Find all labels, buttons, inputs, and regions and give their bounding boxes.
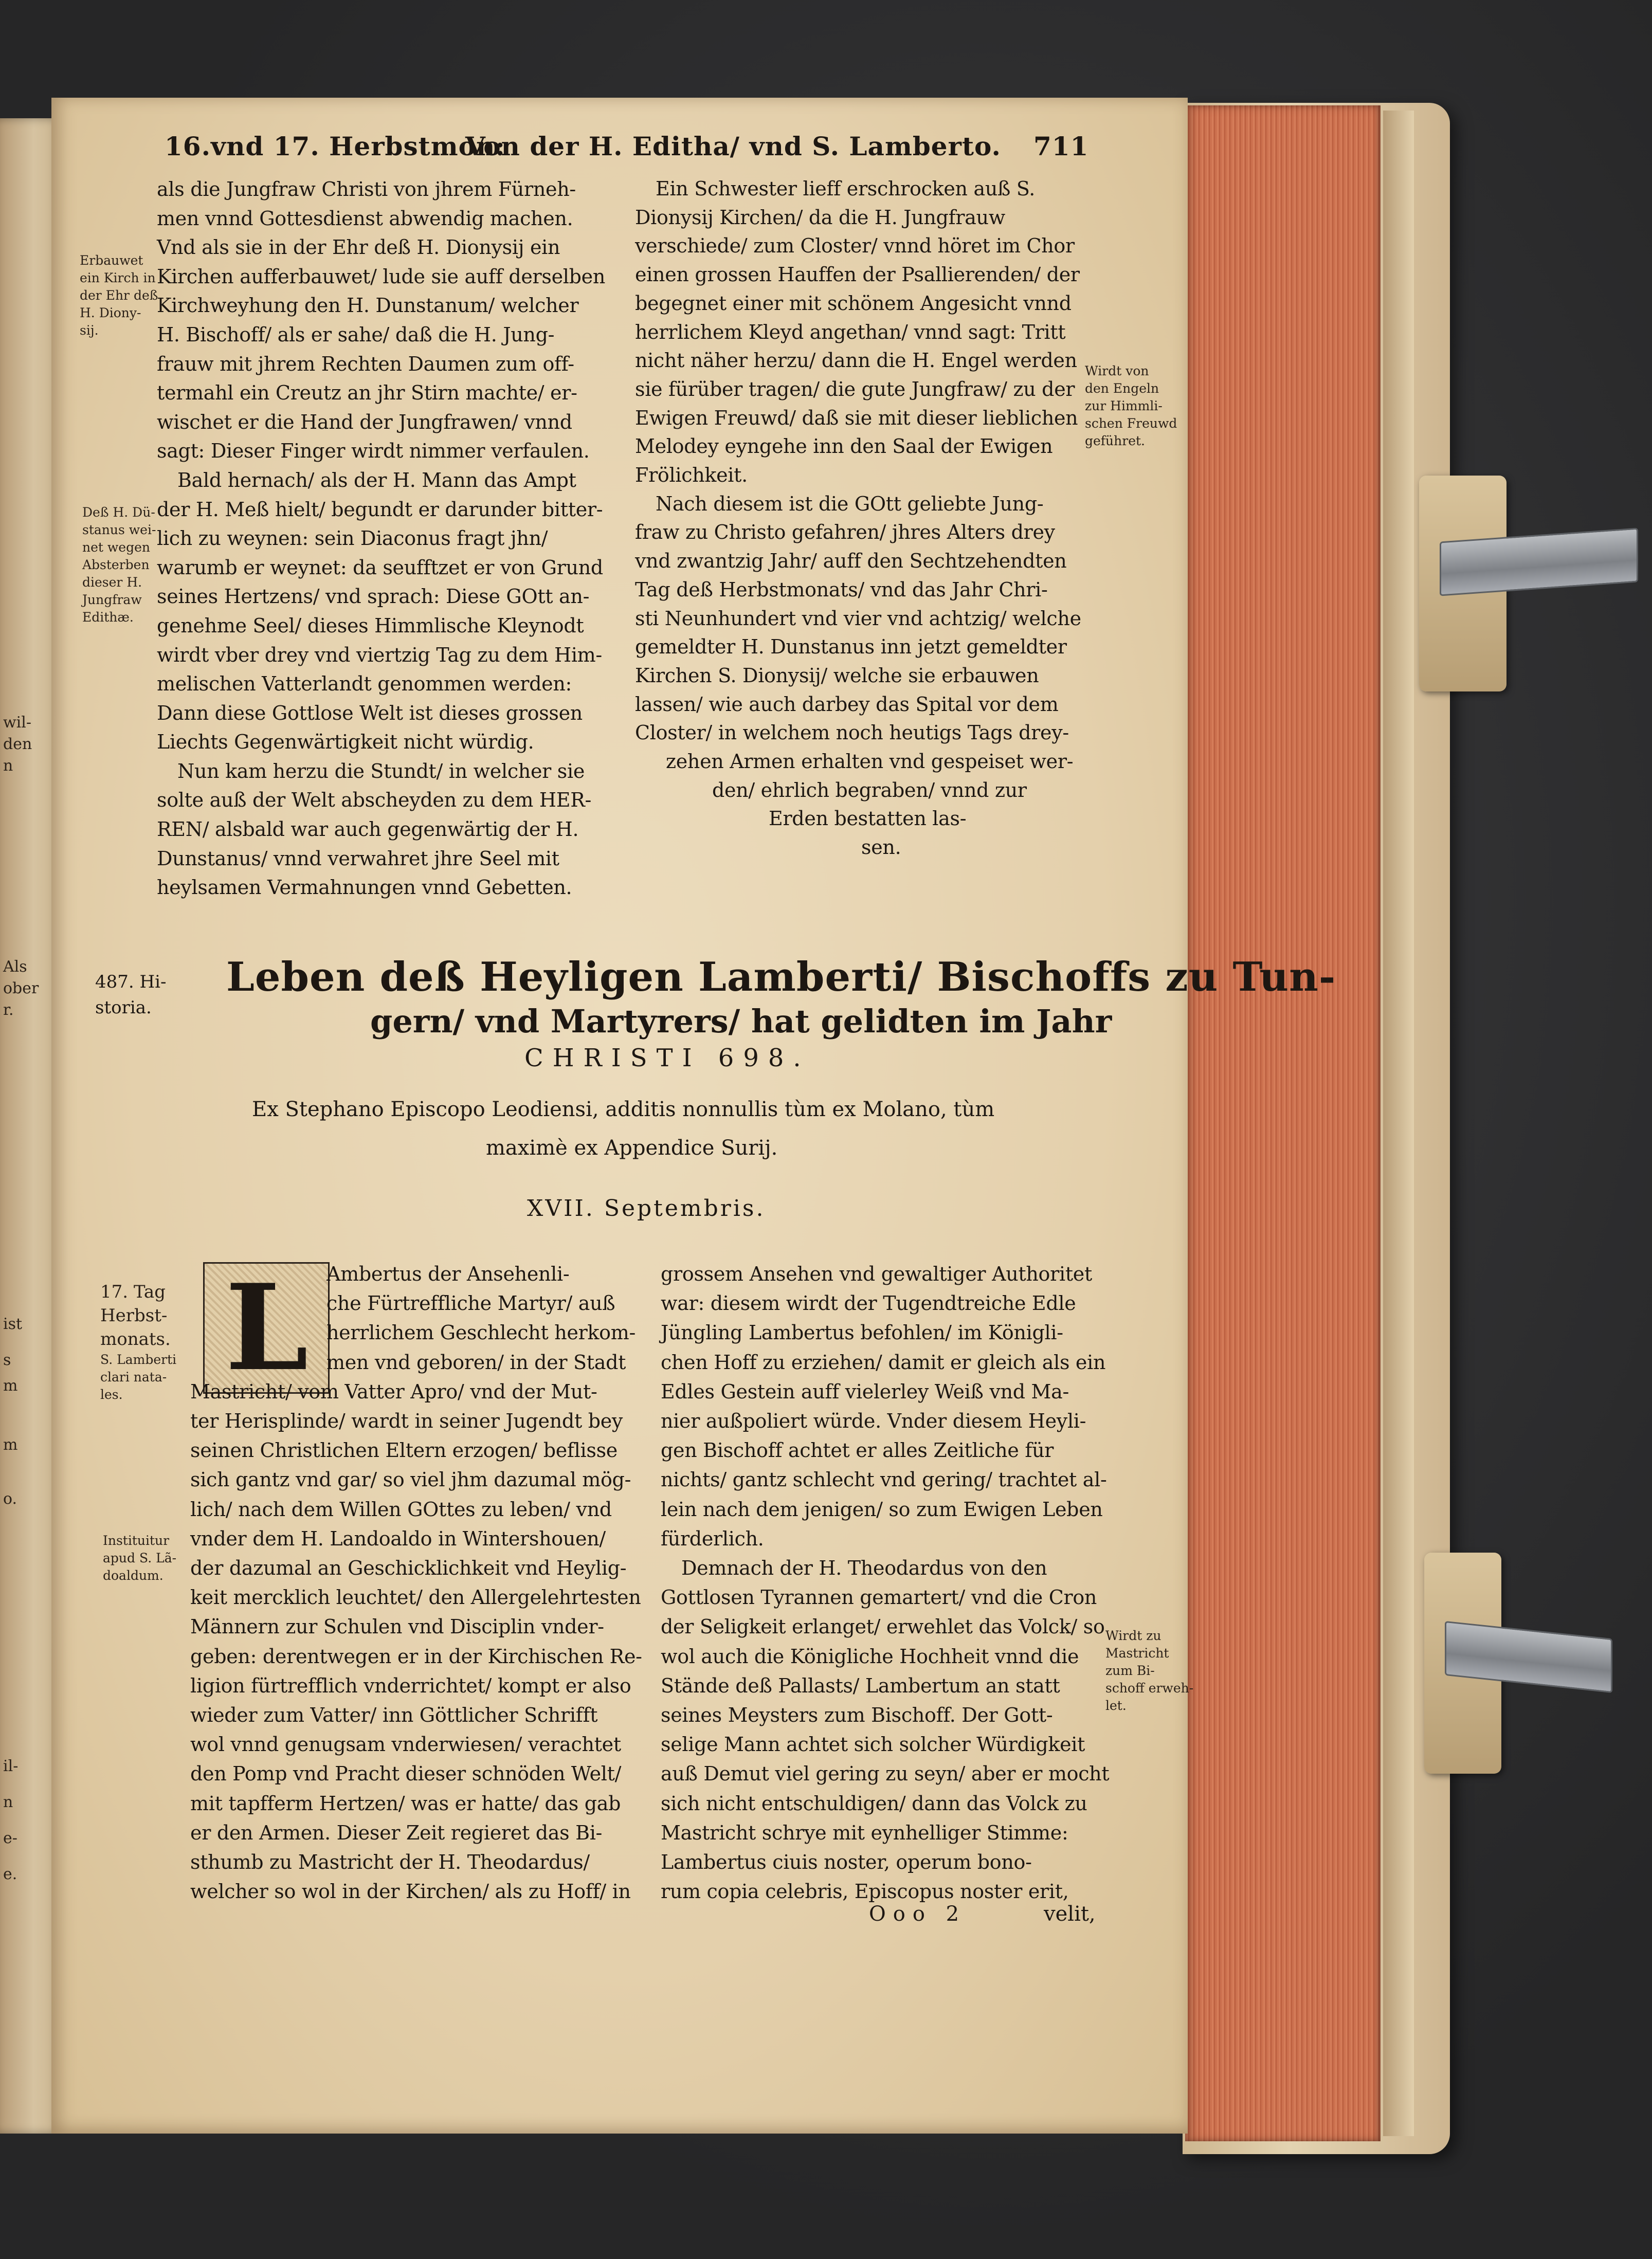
signature-mark: Ooo 2 [869,1902,967,1926]
text-line: als die Jungfraw Christi von jhrem Fürneh- [157,178,576,201]
text-line: auß Demut viel gering zu seyn/ aber er mocht [661,1762,1110,1786]
text-line: men vnnd Gottesdienst abwendig machen. [157,207,573,230]
text-line: fürderlich. [661,1527,764,1550]
text-line: mit tapfferm Hertzen/ was er hatte/ das gab [190,1792,621,1815]
text-line: Kirchen aufferbauwet/ lude sie auff derselben [157,265,606,288]
fragment: e- [3,1829,17,1847]
cover-edge [1383,111,1414,2136]
text-line: Ambertus der Ansehenli- [326,1263,570,1285]
fragment: n [3,757,13,775]
fragment: n [3,1793,13,1811]
running-header-title: Von der H. Editha/ vnd S. Lamberto. [465,131,1001,161]
text-line: Nach diesem ist die GOtt geliebte Jung- [656,492,1044,515]
fragment: ober [3,979,39,997]
text-line: selige Mann achtet sich solcher Würdigkeit [661,1733,1085,1756]
text-line: lassen/ wie auch darbey das Spital vor dem [635,693,1059,716]
text-line: war: diesem wirdt der Tugendtreiche Edle [661,1292,1076,1315]
text-line: Kirchweyhung den H. Dunstanum/ welcher [157,294,579,317]
bottom-right-column [661,1260,1109,1906]
text-line: warumb er weynet: da seufftzet er von Grund [157,556,603,579]
text-line: Dann diese Gottlose Welt ist dieses grossen [157,701,583,724]
text-line: genehme Seel/ dieses Himmlische Kleynodt [157,614,584,637]
text-line: wirdt vber drey vnd viertzig Tag zu dem Him- [157,643,602,666]
text-line: vnder dem H. Landoaldo in Wintershouen/ [190,1527,606,1550]
text-line: che Fürtreffliche Martyr/ auß [326,1292,615,1315]
text-line: Melodey eyngehe inn den Saal der Ewigen [635,435,1053,458]
text-line: den/ ehrlich begraben/ vnnd zur [712,778,1027,801]
text-line: lich/ nach dem Willen GOttes zu leben/ vnd [190,1498,612,1521]
text-line: fraw zu Christo gefahren/ jhres Alters drey [635,521,1055,544]
text-line: Dunstanus/ vnnd verwahret jhre Seel mit [157,847,559,870]
fragment: o. [3,1490,17,1508]
chapter-title-line-1: Leben deß Heyligen Lamberti/ Bischoffs zu Tun- [226,954,1336,1000]
text-line: Closter/ in welchem noch heutigs Tags drey- [635,721,1069,744]
fragment: m [3,1377,18,1395]
chapter-title-line-3: CHRISTI 698. [524,1044,810,1072]
text-line: den Pomp vnd Pracht dieser schnöden Welt/ [190,1762,622,1786]
text-line: gemeldter H. Dunstanus inn jetzt gemeldter [635,635,1067,659]
text-line: er den Armen. Dieser Zeit regieret das Bi- [190,1821,603,1844]
text-line: sie fürüber tragen/ die gute Jungfraw/ zu der [635,377,1075,400]
text-line: lein nach dem jenigen/ so zum Ewigen Leben [661,1498,1103,1521]
text-line: Mastricht schrye mit eynhelliger Stimme: [661,1821,1068,1844]
fragment: m [3,1436,18,1454]
text-line: zehen Armen erhalten vnd gespeiset wer- [666,750,1074,773]
text-line: sti Neunhundert vnd vier vnd achtzig/ welche [635,607,1081,630]
text-line: nichts/ gantz schlecht vnd gering/ trachtet al- [661,1468,1107,1491]
text-line: Mastricht/ vom Vatter Apro/ vnd der Mut- [190,1380,597,1403]
margin-note-instituitur: Instituitur apud S. Lã- doaldum. [103,1533,177,1583]
text-line: sich nicht entschuldigen/ dann das Volck zu [661,1792,1087,1815]
text-line: Demnach der H. Theodardus von den [681,1557,1047,1580]
text-line: REN/ alsbald war auch gegenwärtig der H. [157,818,579,841]
text-line: Stände deß Pallasts/ Lambertum an statt [661,1674,1060,1697]
text-line: melischen Vatterlandt genommen werden: [157,672,572,696]
text-line: ligion fürtrefflich vnderrichtet/ kompt er also [190,1674,631,1697]
text-line: ter Herisplinde/ wardt in seiner Jugendt bey [190,1410,623,1433]
text-line: Bald hernach/ als der H. Mann das Ampt [177,468,576,491]
text-line: sich gantz vnd gar/ so viel jhm dazumal mög- [190,1468,631,1491]
fragment: il- [3,1757,19,1775]
margin-note-angels: Wirdt von den Engeln zur Himmli- schen Freuwd geführet. [1085,363,1177,448]
source-note-line-1: Ex Stephano Episcopo Leodiensi, additis nonnullis tùm ex Molano, tùm [252,1098,995,1121]
historia-number: 487. Hi- [95,972,167,992]
historia-label: storia. [95,997,152,1018]
fragment: ist [3,1315,23,1333]
text-line: rum copia celebris, Episcopus noster erit, [661,1880,1069,1903]
top-left-column [157,175,605,902]
chapter-title-line-2: gern/ vnd Martyrers/ hat gelidten im Jahr [370,1003,1112,1040]
catchword: velit, [1044,1902,1096,1926]
text-line: Kirchen S. Dionysij/ welche sie erbauwen [635,664,1039,687]
text-line: seines Meysters zum Bischoff. Der Gott- [661,1704,1053,1727]
text-line: welcher so wol in der Kirchen/ als zu Hoff/ in [190,1880,631,1903]
text-line: der Seligkeit erlanget/ erwehlet das Volck/ so [661,1615,1105,1638]
text-line: grossem Ansehen vnd gewaltiger Authoritet [661,1263,1092,1285]
margin-note-dunstan: Deß H. Dü- stanus wei- net wegen Absterben dieser H. Jungfraw Edithæ. [82,505,156,625]
text-line: lich zu weynen: sein Diaconus fragt jhn/ [157,527,548,550]
text-line: wischet er die Hand der Jungfrawen/ vnnd [157,410,572,433]
text-line: wol auch die Königliche Hochheit vnnd die [661,1645,1079,1668]
text-line: Männern zur Schulen vnd Disciplin vnder- [190,1615,604,1638]
text-line: nicht näher herzu/ dann die H. Engel werden [635,349,1077,372]
text-line: Ein Schwester lieff erschrocken auß S. [656,177,1036,200]
margin-note-elected: Wirdt zu Mastricht zum Bi- schoff erweh- let. [1105,1628,1194,1713]
text-line: geben: derentwegen er in der Kirchischen Re- [190,1645,642,1668]
text-line: Gottlosen Tyrannen gemartert/ vnd die Cron [661,1586,1097,1609]
margin-note-church: Erbauwet ein Kirch in der Ehr deß H. Diony- sij. [80,253,158,338]
text-line: keit mercklich leuchtet/ den Allergelehrtesten [190,1586,641,1609]
text-line: der H. Meß hielt/ begundt er darunder bitter- [157,498,603,521]
fragment: s [3,1351,11,1369]
fragment: wil- [3,714,32,732]
text-line: seinen Christlichen Eltern erzogen/ beflisse [190,1439,618,1462]
running-header-left: 16.vnd 17. Herbstmon: [165,131,505,161]
text-line: gen Bischoff achtet er alles Zeitliche für [661,1439,1054,1462]
text-line: sthumb zu Mastricht der H. Theodardus/ [190,1851,590,1874]
text-line: Vnd als sie in der Ehr deß H. Dionysij ein [157,236,560,259]
feast-date: XVII. Septembris. [527,1195,766,1222]
text-line: termahl ein Creutz an jhr Stirn machte/ er- [157,381,577,405]
text-line: seines Hertzens/ vnd sprach: Diese GOtt an- [157,585,590,608]
text-line: einen grossen Hauffen der Psallierenden/ der [635,263,1080,286]
text-line: sen. [861,836,901,859]
text-line: Lambertus ciuis noster, operum bono- [661,1851,1032,1874]
text-line: herrlichem Geschlecht herkom- [326,1321,636,1344]
text-line: men vnd geboren/ in der Stadt [326,1351,626,1374]
text-line: begegnet einer mit schönem Angesicht vnnd [635,292,1072,315]
top-right-column [635,175,1081,862]
folio-number: 711 [1033,131,1089,161]
text-line: nier außpoliert würde. Vnder diesem Heyli- [661,1410,1086,1433]
text-line: sagt: Dieser Finger wirdt nimmer verfaulen. [157,440,590,463]
fragment: den [3,735,32,753]
text-line: Nun kam herzu die Stundt/ in welcher sie [177,759,585,782]
text-line: der dazumal an Geschicklichkeit vnd Heylig- [190,1557,627,1580]
text-line: Tag deß Herbstmonats/ vnd das Jahr Chri- [635,578,1048,601]
text-line: Erden bestatten las- [769,807,967,830]
text-line: heylsamen Vermahnungen vnnd Gebetten. [157,876,572,899]
red-fore-edge [1185,105,1381,2141]
fragment: r. [3,1001,14,1019]
text-line: frauw mit jhrem Rechten Daumen zum off- [157,352,574,375]
margin-note-day: 17. Tag Herbst- monats. S. Lamberti clari nata- les. [100,1282,177,1402]
text-line: Jüngling Lambertus befohlen/ im Königli- [661,1321,1063,1344]
source-note-line-2: maximè ex Appendice Surij. [486,1136,778,1160]
text-line: Liechts Gegenwärtigkeit nicht würdig. [157,731,534,754]
text-line: solte auß der Welt abscheyden zu dem HER- [157,789,592,812]
text-line: verschiede/ zum Closter/ vnnd höret im Chor [635,234,1075,258]
bottom-left-column [190,1260,642,1906]
text-line: chen Hoff zu erziehen/ damit er gleich als ein [661,1351,1106,1374]
initial-letter: L [225,1259,308,1397]
text-line: vnd zwantzig Jahr/ auff den Sechtzehendten [635,550,1067,573]
fragment: e. [3,1865,17,1883]
text-line: Frölichkeit. [635,464,748,487]
text-line: Dionysij Kirchen/ da die H. Jungfrauw [635,206,1005,229]
text-line: Edles Gestein auff vielerley Weiß vnd Ma- [661,1380,1069,1403]
text-line: wol vnnd genugsam vnderwiesen/ verachtet [190,1733,621,1756]
text-line: Ewigen Freuwd/ daß sie mit dieser lieblichen [635,406,1078,429]
text-line: wieder zum Vatter/ inn Göttlicher Schrifft [190,1704,598,1727]
fragment: Als [3,958,27,976]
text-line: H. Bischoff/ als er sahe/ daß die H. Jung- [157,323,555,346]
text-line: herrlichem Kleyd angethan/ vnnd sagt: Tritt [635,320,1066,343]
